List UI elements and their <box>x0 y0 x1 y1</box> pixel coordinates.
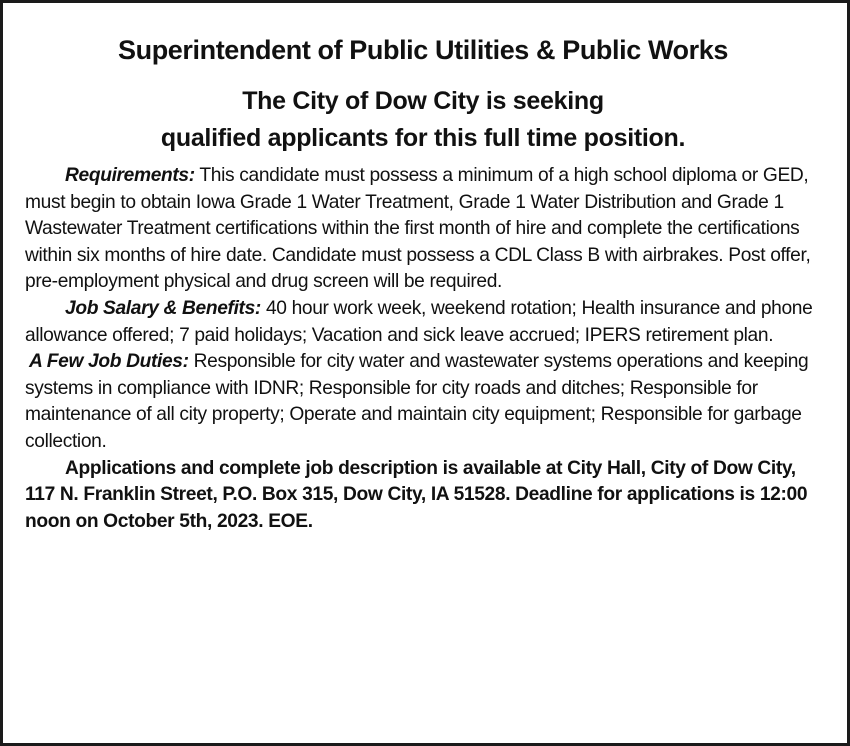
closing-paragraph: Applications and complete job description is available at City Hall, City of Dow City, 117 N. Franklin Street, P.O. Box 315, Dow City, IA 51528. Deadline for applications is 12:00 noon on October 5th, 2023. EOE. <box>25 457 808 532</box>
requirements-text: This candidate must possess a minimum of a high school diploma or GED, must begin to obtain Iowa Grade 1 Water Treatment, Grade 1 Water Distribution and Grade 1 Wastewater Treatment certifications within the first month of hire and complete the certifications within six months of hire date. Candidate must possess a CDL Class B with airbrakes. Post offer, pre-employment physical and drug screen will be required. <box>25 165 811 293</box>
salary-paragraph <box>25 296 821 349</box>
requirements-paragraph <box>25 163 821 296</box>
salary-text: 40 hour work week, weekend rotation; Health insurance and phone allowance offered; 7 paid holidays; Vacation and sick leave accrued; IPERS retirement plan. <box>25 297 813 346</box>
ad-subtitle-line1: The City of Dow City is seeking <box>242 87 604 115</box>
duties-text: Responsible for city water and wastewater systems operations and keeping systems in compliance with IDNR; Responsible for city roads and ditches; Responsible for maintenance of all city property; Operate and maintain city equipment; Responsible for garbage collection. <box>25 351 809 452</box>
requirements-label: Requirements: <box>65 165 195 186</box>
ad-title: Superintendent of Public Utilities & Public Works <box>118 35 728 65</box>
duties-label: A Few Job Duties: <box>29 351 189 373</box>
ad-subtitle-line2: qualified applicants for this full time position. <box>160 124 686 152</box>
salary-label: Job Salary & Benefits: <box>65 297 261 319</box>
duties-paragraph <box>25 349 821 455</box>
ad-subtitle <box>25 83 821 157</box>
